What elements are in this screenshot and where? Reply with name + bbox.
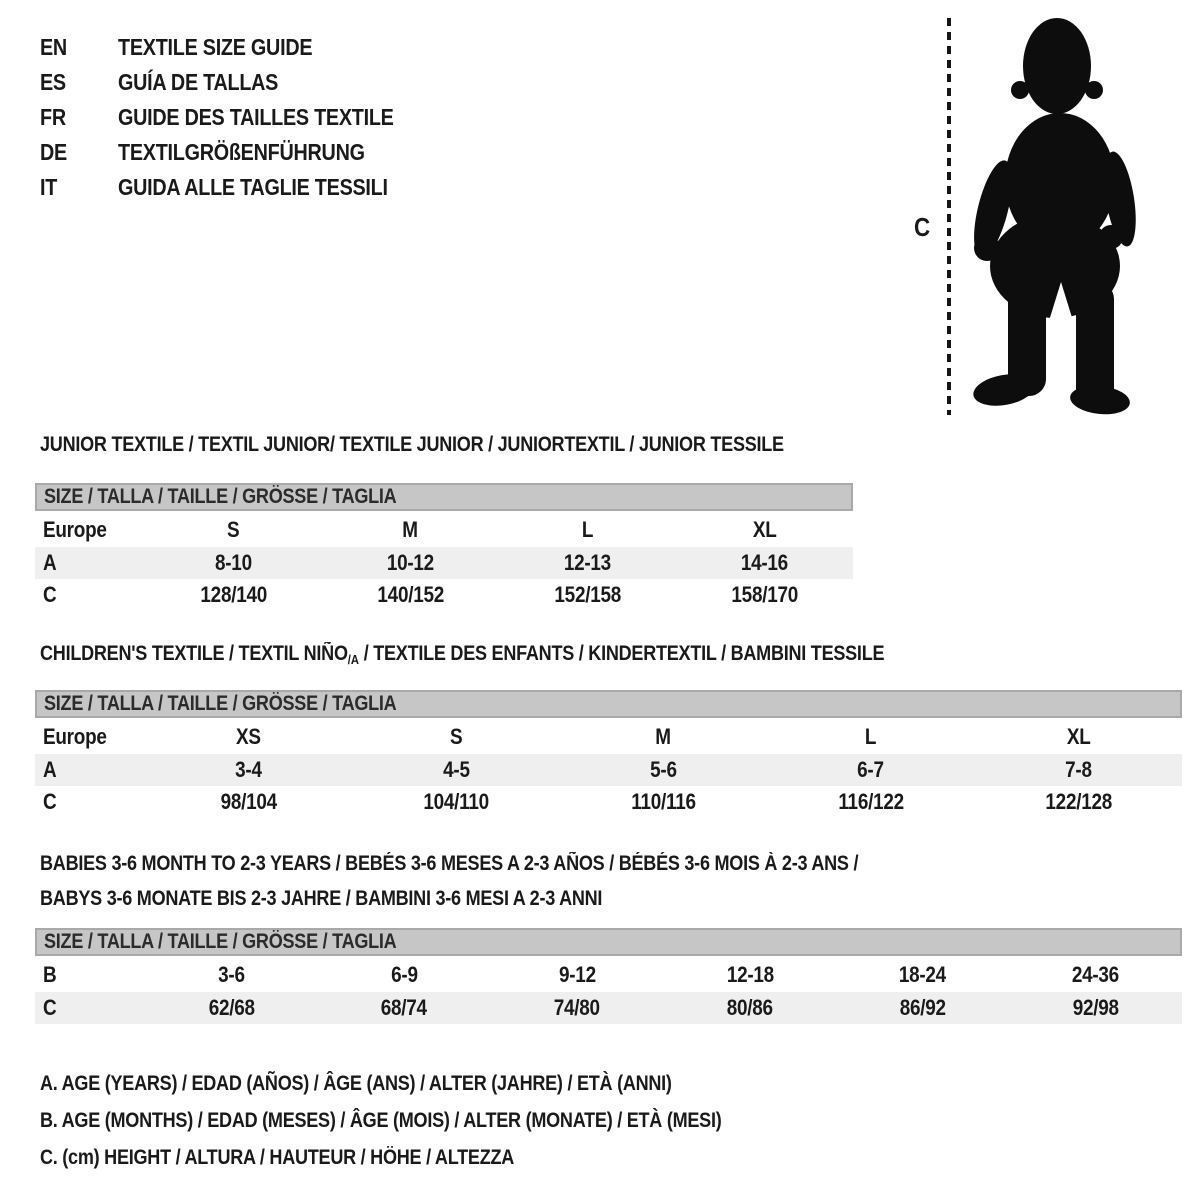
size-value-cell [318,962,491,988]
language-code-text: ES [40,69,66,95]
language-guide-text: TEXTILE SIZE GUIDE [118,34,313,60]
size-value-text: 158/170 [731,582,798,607]
size-value-text: 92/98 [1072,995,1119,1020]
footnote-text: B. AGE (MONTHS) / EDAD (MESES) / ÂGE (MOIS) / ALTER (MONATE) / ETÀ (MESI) [40,1108,722,1132]
size-value-cell [145,962,318,988]
size-value-text: 98/104 [220,789,277,814]
size-value-text: 80/86 [726,995,773,1020]
row-label [35,995,145,1021]
row-label-text: Europe [43,724,107,749]
table-header-label: SIZE / TALLA / TAILLE / GRÖSSE / TAGLIA [44,930,397,953]
size-value-text: L [581,517,594,542]
footnote-line [40,1139,832,1176]
footnote-text: C. (cm) HEIGHT / ALTURA / HAUTEUR / HÖHE / ALTEZZA [40,1145,515,1169]
row-label-text: A [43,757,57,782]
size-value-text: 110/116 [631,789,696,814]
language-guide-text: GUÍA DE TALLAS [118,69,279,95]
row-label-text: A [43,550,57,575]
section-title [40,846,991,916]
size-value-cell [491,962,664,988]
title-segment: CHILDREN'S TEXTILE / TEXTIL NIÑO [40,642,348,665]
size-value-cell [1009,995,1182,1021]
footnote-text: A. AGE (YEARS) / EDAD (AÑOS) / ÂGE (ANS) / ALTER (JAHRE) / ETÀ (ANNI) [40,1071,672,1095]
language-code-text: IT [40,174,58,200]
footnote-legend [40,1065,832,1176]
size-value-text: XS [236,724,262,749]
size-value-text: S [449,724,463,749]
footnote-line [40,1065,832,1102]
size-value-text: 74/80 [554,995,601,1020]
size-value-cell [145,995,318,1021]
language-guide-text: GUIDE DES TAILLES TEXTILE [118,104,394,130]
footnote-line [40,1102,832,1139]
size-value-cell [1009,962,1182,988]
size-value-text: 3-6 [218,962,245,987]
size-value-text: 4-5 [442,757,470,782]
row-label-text: C [43,995,57,1020]
size-value-text: 9-12 [558,962,596,987]
size-value-text: 6-9 [390,962,418,987]
table-header-bar [35,928,1182,956]
size-value-cell [318,995,491,1021]
size-value-text: 128/140 [200,582,267,607]
title-segment: / TEXTILE DES ENFANTS / KINDERTEXTIL / BAMBINI TESSILE [358,642,885,665]
title-segment: JUNIOR TEXTILE / TEXTIL JUNIOR/ TEXTILE JUNIOR / JUNIORTEXTIL / JUNIOR TESSILE [40,433,784,456]
language-guide-text: TEXTILGRÖßENFÜHRUNG [118,139,365,165]
size-value-text: 152/158 [554,582,621,607]
language-code-text: FR [40,104,66,130]
babies-size-table [35,928,1182,1024]
size-value-text: 8-10 [215,550,252,575]
section-title-line [40,846,991,881]
size-value-cell [836,962,1009,988]
size-value-text: 12-18 [726,962,774,987]
row-label-text: B [43,962,57,987]
height-measure-letter: C [914,212,930,242]
size-value-cell [663,995,836,1021]
row-label-text: C [43,582,57,607]
size-value-text: 140/152 [377,582,444,607]
size-value-text: 5-6 [650,757,677,782]
language-code-text: DE [40,139,67,165]
table-header-label: SIZE / TALLA / TAILLE / GRÖSSE / TAGLIA [44,485,397,508]
table-header-label: SIZE / TALLA / TAILLE / GRÖSSE / TAGLIA [44,692,397,715]
size-value-text: M [655,724,672,749]
size-value-text: S [227,517,240,542]
size-value-text: 86/92 [899,995,946,1020]
language-guide-text: GUIDA ALLE TAGLIE TESSILI [118,174,388,200]
title-segment: BABIES 3-6 MONTH TO 2-3 YEARS / BEBÉS 3-6 MESES A 2-3 AÑOS / BÉBÉS 3-6 MOIS À 2-3 ANS / [40,852,859,875]
size-value-cell [663,962,836,988]
size-value-text: 122/128 [1044,789,1112,814]
language-code-text: EN [40,34,67,60]
size-value-cell [491,995,664,1021]
row-label [35,962,145,988]
section-title-line [40,881,991,916]
size-value-text: 7-8 [1064,757,1092,782]
size-value-text: 6-7 [857,757,885,782]
size-value-text: 68/74 [381,995,428,1020]
size-value-text: 104/110 [423,789,489,814]
title-subscript: /A [347,652,359,667]
size-value-text: 62/68 [208,995,255,1020]
size-value-text: XL [752,517,777,542]
size-value-text: 14-16 [740,550,789,575]
table-row [35,958,1182,992]
table-row [35,992,1182,1024]
title-segment: BABYS 3-6 MONATE BIS 2-3 JAHRE / BAMBINI 3-6 MESI A 2-3 ANNI [40,887,603,910]
section-title-text [40,881,602,916]
size-value-text: 116/122 [838,789,904,814]
size-value-cell [836,995,1009,1021]
section-title-text [40,846,858,881]
size-value-text: 10-12 [386,550,435,575]
size-value-text: 18-24 [899,962,947,987]
table-rows [35,958,1182,1024]
size-value-text: L [865,724,877,749]
row-label-text: C [43,789,57,814]
size-value-text: 24-36 [1072,962,1120,987]
size-value-text: 12-13 [563,550,612,575]
size-value-text: 3-4 [235,757,262,782]
row-label-text: Europe [43,517,107,542]
size-value-text: XL [1066,724,1091,749]
size-value-text: M [402,517,419,542]
